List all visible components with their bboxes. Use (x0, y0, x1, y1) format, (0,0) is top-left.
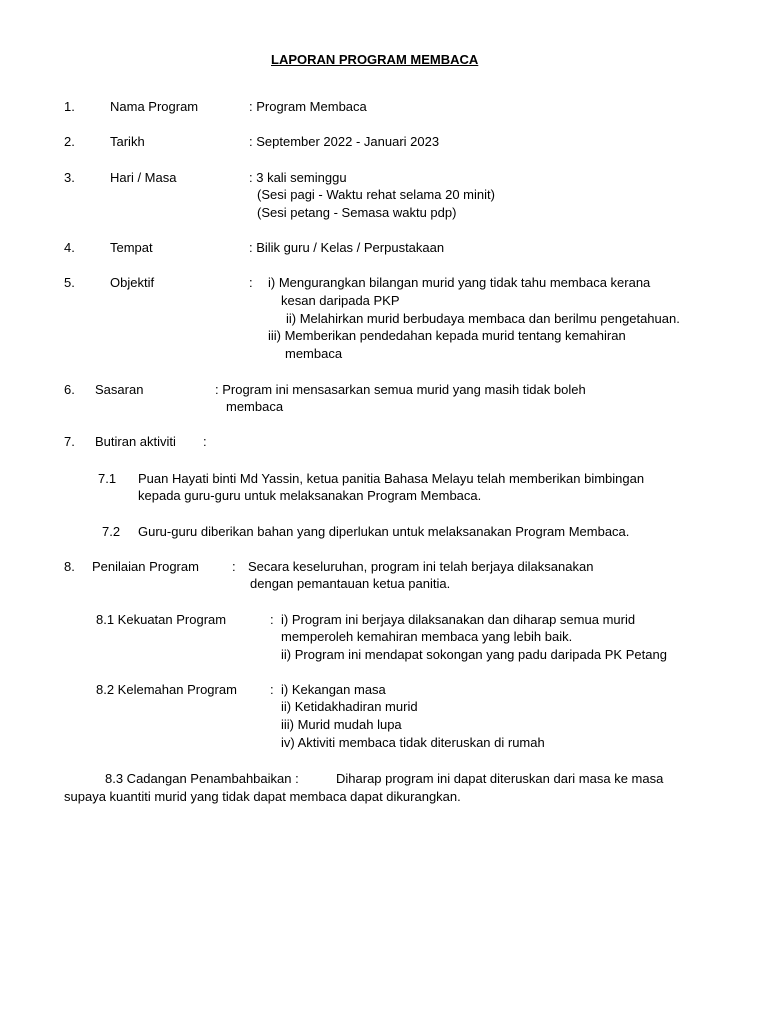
item-colon: : (232, 559, 236, 574)
item-number: 8. (64, 559, 75, 574)
item-label-penilaian-program: Penilaian Program (92, 559, 199, 574)
kelemahan-text: i) Kekangan masa (281, 682, 386, 697)
item-number: 6. (64, 382, 75, 397)
item-number: 5. (64, 275, 75, 290)
item-number: 4. (64, 240, 75, 255)
kekuatan-label: 8.1 Kekuatan Program (96, 612, 227, 627)
cadangan-text: supaya kuantiti murid yang tidak dapat membaca dapat dikurangkan. (64, 789, 461, 804)
item-number: 1. (64, 99, 75, 114)
kelemahan-label: 8.2 Kelemahan Program (96, 682, 237, 697)
kekuatan-text: memperoleh kemahiran membaca yang lebih baik. (281, 629, 573, 644)
item-value-tempat: : Bilik guru / Kelas / Perpustakaan (249, 240, 445, 255)
kelemahan-text: ii) Ketidakhadiran murid (281, 699, 418, 714)
objektif-line: membaca (285, 346, 343, 361)
item-label-tempat: Tempat (110, 240, 153, 255)
cadangan-label: 8.3 Cadangan Penambahbaikan : (105, 771, 299, 786)
penilaian-text: dengan pemantauan ketua panitia. (250, 576, 451, 591)
item-value-hari-masa: : 3 kali seminggu (249, 170, 347, 185)
item-value-sasaran-line2: membaca (226, 399, 284, 414)
objektif-line: i) Mengurangkan bilangan murid yang tidak tahu membaca kerana (268, 275, 651, 290)
item-label-nama-program: Nama Program (110, 99, 199, 114)
item-colon: : (249, 275, 253, 290)
kekuatan-text: i) Program ini berjaya dilaksanakan dan diharap semua murid (281, 612, 636, 627)
subitem-text: Puan Hayati binti Md Yassin, ketua panitia Bahasa Melayu telah memberikan bimbingan (138, 471, 645, 486)
item-value-sesi-pagi: (Sesi pagi - Waktu rehat selama 20 minit) (257, 187, 495, 202)
subitem-text: Guru-guru diberikan bahan yang diperlukan untuk melaksanakan Program Membaca. (138, 524, 630, 539)
item-number: 3. (64, 170, 75, 185)
item-number: 2. (64, 134, 75, 149)
report-title: LAPORAN PROGRAM MEMBACA (271, 52, 479, 67)
item-label-objektif: Objektif (110, 275, 155, 290)
item-value-sesi-petang: (Sesi petang - Semasa waktu pdp) (257, 205, 457, 220)
kekuatan-text: ii) Program ini mendapat sokongan yang padu daripada PK Petang (281, 647, 667, 662)
item-label-tarikh: Tarikh (110, 134, 145, 149)
item-label-butiran-aktiviti: Butiran aktiviti (95, 434, 176, 449)
item-colon: : (270, 682, 274, 697)
objektif-line: kesan daripada PKP (281, 293, 400, 308)
objektif-line: ii) Melahirkan murid berbudaya membaca dan berilmu pengetahuan. (286, 311, 680, 326)
subitem-text: kepada guru-guru untuk melaksanakan Program Membaca. (138, 488, 482, 503)
item-number: 7. (64, 434, 75, 449)
subitem-number: 7.2 (102, 524, 121, 539)
kelemahan-text: iii) Murid mudah lupa (281, 717, 402, 732)
item-colon: : (270, 612, 274, 627)
item-label-hari-masa: Hari / Masa (110, 170, 177, 185)
subitem-number: 7.1 (98, 471, 117, 486)
item-value-nama-program: : Program Membaca (249, 99, 367, 114)
item-label-sasaran: Sasaran (95, 382, 144, 397)
item-value-tarikh: : September 2022 - Januari 2023 (249, 134, 440, 149)
cadangan-text: Diharap program ini dapat diteruskan dari masa ke masa (336, 771, 664, 786)
item-value-sasaran: : Program ini mensasarkan semua murid yang masih tidak boleh (215, 382, 586, 397)
kelemahan-text: iv) Aktiviti membaca tidak diteruskan di rumah (281, 735, 545, 750)
objektif-line: iii) Memberikan pendedahan kepada murid tentang kemahiran (268, 328, 626, 343)
item-colon: : (203, 434, 207, 449)
penilaian-text: Secara keseluruhan, program ini telah berjaya dilaksanakan (248, 559, 594, 574)
